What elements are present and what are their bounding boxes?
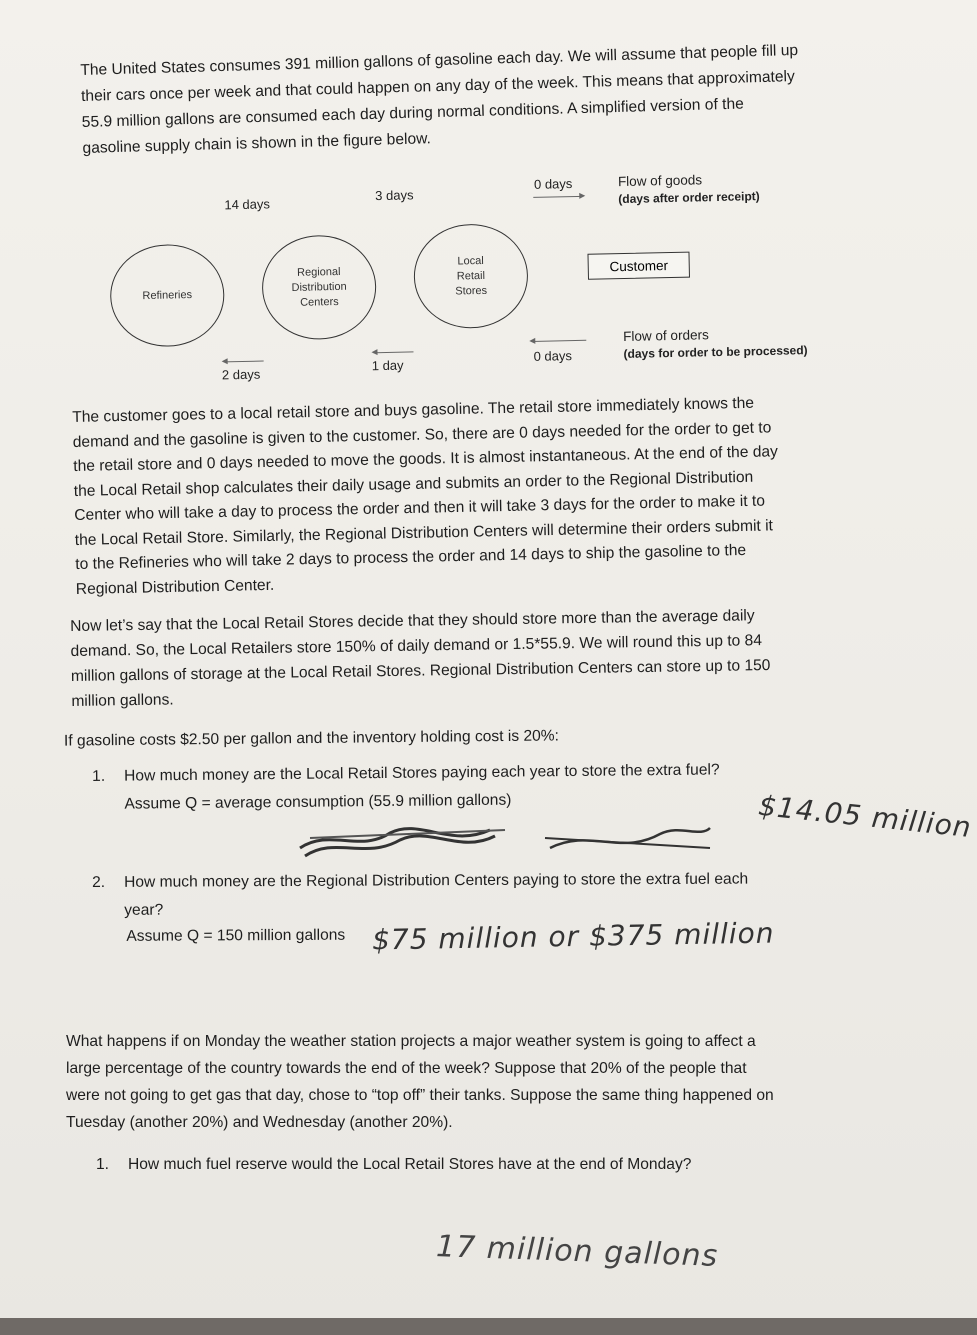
paragraph-line: were not going to get gas that day, chose to “top off” their tanks. Suppose the same thing happened on [66, 1087, 774, 1104]
rdc-label-line: Centers [300, 295, 339, 309]
crossed-out-work [290, 808, 790, 868]
paragraph-line: the Local Retail shop calculates their daily usage and submits an order to the Regional Distribution [73, 468, 754, 500]
question-assumption: Assume Q = average consumption (55.9 million gallons) [124, 791, 512, 813]
question-number: 2. [92, 873, 106, 891]
page-bottom-edge [0, 1318, 977, 1335]
question-text: How much fuel reserve would the Local Retail Stores have at the end of Monday? [128, 1156, 692, 1173]
order-arrow [531, 340, 586, 342]
regional-distribution-node [261, 234, 377, 340]
goods-days-refinery: 14 days [224, 196, 271, 213]
order-days-rdc: 1 day [371, 357, 404, 374]
question-assumption: Assume Q = 150 million gallons [126, 926, 346, 945]
orders-flow-sublabel: (days for order to be processed) [623, 343, 808, 362]
order-arrow [373, 351, 413, 353]
order-days-retail: 0 days [533, 348, 573, 364]
goods-flow-label: Flow of goods [617, 172, 703, 190]
paragraph-line: Center who will take a day to process the order and then it will take 3 days for the order to make it to [74, 492, 766, 524]
rdc-label-line: Regional [296, 265, 341, 279]
goods-arrow [533, 196, 583, 198]
order-arrow [224, 361, 264, 363]
explanation-paragraph [72, 389, 876, 602]
storage-paragraph [70, 601, 871, 714]
local-retail-node [413, 223, 529, 329]
intro-line: 55.9 million gallons are consumed each day during normal conditions. A simplified version of the [81, 95, 745, 131]
orders-flow-label: Flow of orders [623, 327, 709, 345]
intro-line: The United States consumes 391 million gallons of gasoline each day. We will assume that people fill up [80, 41, 799, 79]
paragraph-line: What happens if on Monday the weather station projects a major weather system is going to affect a [66, 1033, 756, 1050]
paragraph-line: the retail store and 0 days needed to move the goods. It is almost instantaneous. At the end of the day [73, 443, 779, 475]
question-number: 1. [92, 767, 106, 785]
refineries-node [109, 243, 225, 347]
retail-label-line: Local [457, 254, 484, 267]
paragraph-line: demand. So, the Local Retailers store 150% of daily demand or 1.5*55.9. We will round this up to 84 [70, 632, 763, 660]
paragraph-line: million gallons. [71, 691, 174, 710]
goods-days-rdc: 3 days [375, 187, 414, 204]
supply-chain-diagram [0, 0, 977, 410]
intro-line: their cars once per week and that could happen on any day of the week. This means that approximately [80, 68, 796, 105]
paragraph-line: million gallons of storage at the Local Retail Stores. Regional Distribution Centers can store up to 150 [70, 657, 771, 685]
order-days-refinery: 2 days [221, 366, 261, 383]
cost-assumption: If gasoline costs $2.50 per gallon and the inventory holding cost is 20%: [63, 727, 560, 750]
retail-label-line: Retail [456, 269, 486, 282]
paragraph-line: Tuesday (another 20%) and Wednesday (another 20%). [66, 1114, 453, 1131]
paragraph-line: large percentage of the country towards the end of the week? Suppose that 20% of the people that [66, 1060, 747, 1077]
question-text: How much money are the Local Retail Stores paying each year to store the extra fuel? [124, 761, 720, 785]
answer-3: 17 million gallons [435, 1229, 719, 1274]
paragraph-line: Regional Distribution Center. [75, 576, 275, 598]
question-text: How much money are the Regional Distribution Centers paying to store the extra fuel each [124, 870, 749, 891]
rdc-label-line: Distribution [291, 280, 347, 294]
customer-node [587, 252, 690, 280]
question-text: year? [124, 901, 164, 919]
goods-days-retail: 0 days [533, 176, 573, 192]
intro-line: gasoline supply chain is shown in the figure below. [82, 130, 432, 157]
paragraph-line: demand and the gasoline is given to the customer. So, there are 0 days needed for the order to get to [72, 418, 772, 451]
question-number: 1. [96, 1156, 110, 1173]
goods-flow-sublabel: (days after order receipt) [618, 189, 760, 207]
paragraph-line: The customer goes to a local retail store and buys gasoline. The retail store immediately knows the [72, 394, 755, 426]
paragraph-line: Now let’s say that the Local Retail Stores decide that they should store more than the average daily [70, 607, 755, 635]
answer-1: $14.05 million [756, 788, 974, 845]
retail-label-line: Stores [455, 284, 488, 298]
answer-2: $75 million or $375 million [371, 916, 775, 957]
customer-label: Customer [609, 257, 669, 274]
paragraph-line: the Local Retail Store. Similarly, the Regional Distribution Centers will determine their orders submit it [74, 516, 774, 549]
question-1 [92, 756, 852, 813]
refineries-label: Refineries [142, 288, 193, 302]
weather-paragraph [66, 1028, 916, 1136]
paragraph-line: to the Refineries who will take 2 days to process the order and 14 days to ship the gasoline to the [75, 541, 747, 573]
